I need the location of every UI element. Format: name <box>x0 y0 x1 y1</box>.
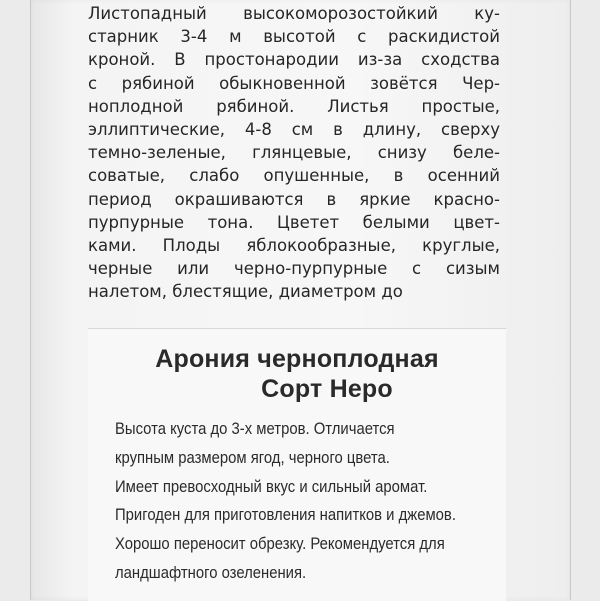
variety-line: Высота куста до 3-х метров. Отличается <box>115 420 395 438</box>
description-line: налетом, блестящие, диаметром до <box>88 282 403 302</box>
description-line: старник 3-4 м высотой с раскидистой <box>88 27 500 47</box>
description-line: Листопадный высокоморозостойкий ку- <box>88 4 500 23</box>
description-line: с рябиной обыкновенной зовётся Чер- <box>88 73 500 93</box>
description-line: период окрашиваются в яркие красно- <box>88 189 500 209</box>
variety-line: ландшафтного озеленения. <box>115 563 307 582</box>
sheet-right-edge <box>570 0 571 600</box>
variety-line: Пригоден для приготовления напитков и джемов. <box>115 506 456 525</box>
description-line: соватые, слабо опушенные, в осенний <box>88 166 500 186</box>
description-line: ноплодной рябиной. Листья простые, <box>88 96 500 116</box>
description-line: пурпурные тона. Цветет белыми цвет- <box>88 212 500 232</box>
variety-title: Арония черноплодная <box>155 345 439 373</box>
variety-line: крупным размером ягод, черного цвета. <box>115 448 390 467</box>
description-line: темно-зеленые, глянцевые, снизу беле- <box>88 143 500 163</box>
variety-label <box>88 328 506 601</box>
description-line: эллиптические, 4-8 см в длину, сверху <box>88 120 500 140</box>
variety-line: Имеет превосходный вкус и сильный аромат. <box>115 477 428 496</box>
description-line: черные или черно-пурпурные с сизым <box>88 259 500 279</box>
description-line: ками. Плоды яблокообразные, круглые, <box>88 236 500 256</box>
variety-subtitle: Сорт Неро <box>261 375 393 403</box>
sheet-left-edge <box>30 0 31 600</box>
plant-description <box>88 2 500 332</box>
variety-description <box>115 415 466 588</box>
description-line: кроной. В простонародии из-за сходства <box>88 50 500 70</box>
variety-line: Хорошо переносит обрезку. Рекомендуется для <box>115 535 445 554</box>
